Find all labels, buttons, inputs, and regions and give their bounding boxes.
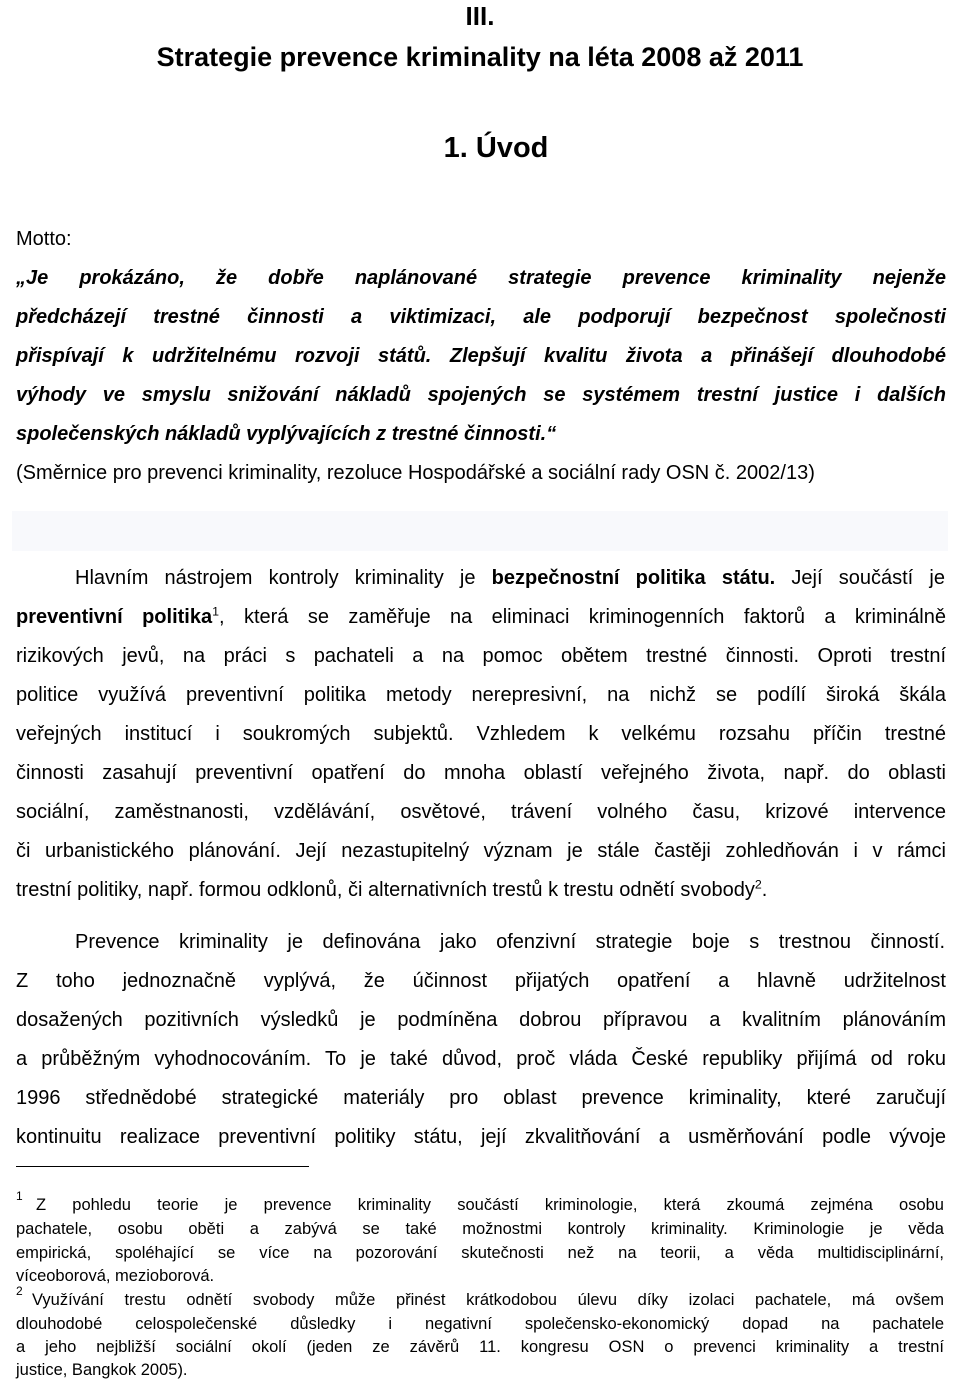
chapter-number: III.	[465, 1, 495, 31]
paragraph-line: či urbanistického plánování. Její nezastupitelný význam je stále častěji zohledňován i v rámci	[16, 840, 946, 862]
paragraph-line	[16, 877, 946, 903]
motto-quote-line: společenských nákladů vyplývajících z trestné činnosti.“	[16, 423, 557, 445]
footnote-line: dlouhodobé celospolečenské důsledky i negativní společensko-ekonomický dopad na pachatele	[16, 1315, 944, 1333]
text-run: trestní politiky, např. formou odklonů, či alternativních trestů k trestu odnětí svobody	[16, 879, 755, 901]
motto-source: (Směrnice pro prevenci kriminality, rezoluce Hospodářské a sociální rady OSN č. 2002/13)	[16, 462, 815, 484]
paragraph-line: dosažených pozitivních výsledků je podmíněna dobrou přípravou a kvalitním plánováním	[16, 1009, 946, 1031]
footnote-marker: 2	[16, 1284, 23, 1298]
paragraph-line: Prevence kriminality je definována jako ofenzivní strategie boje s trestnou činností.	[75, 931, 945, 953]
text-run: Hlavním nástrojem kontroly kriminality je	[75, 567, 492, 589]
paragraph-line	[75, 565, 945, 591]
footnote-separator	[16, 1166, 309, 1167]
page-title: Strategie prevence kriminality na léta 2008 až 2011	[156, 42, 804, 72]
highlight-band	[12, 511, 948, 551]
text-run: , která se zaměřuje na eliminaci kriminogenních faktorů a kriminálně	[219, 606, 947, 628]
motto-label: Motto:	[16, 228, 72, 250]
paragraph-line: rizikových jevů, na práci s pachateli a na pomoc obětem trestné činnosti. Oproti trestní	[16, 645, 946, 667]
motto-quote-line: přispívají k udržitelnému rozvoji států. Zlepšují kvalitu života a přinášejí dlouhodobé	[16, 345, 946, 367]
text-run: Její součástí je	[775, 567, 945, 589]
paragraph-line: činnosti zasahují preventivní opatření do mnoha oblastí veřejného života, např. do oblasti	[16, 762, 946, 784]
footnote-line: Využívání trestu odnětí svobody může přinést krátkodobou úlevu díky izolaci pachatele, má ovšem	[32, 1291, 944, 1309]
emphasis-preventivni-politika: preventivní politika	[16, 606, 213, 628]
paragraph-line: Z toho jednoznačně vyplývá, že účinnost přijatých opatření a hlavně udržitelnost	[16, 970, 946, 992]
paragraph-line: politice využívá preventivní politika metody nerepresivní, na nichž se podílí široká škála	[16, 684, 946, 706]
paragraph-line: kontinuitu realizace preventivní politiky státu, její zkvalitňování a usměrňování podle vývoje	[16, 1126, 946, 1148]
text-run: .	[761, 879, 768, 901]
paragraph-line: a průběžným vyhodnocováním. To je také důvod, proč vláda České republiky přijímá od roku	[16, 1048, 946, 1070]
footnote-line: a jeho nejbližší sociální okolí (jeden ze závěrů 11. kongresu OSN o prevenci kriminality a trestní	[16, 1338, 944, 1356]
section-heading: 1. Úvod	[443, 132, 549, 164]
footnote-marker: 1	[16, 1189, 23, 1203]
footnote-line: víceoborová, mezioborová.	[16, 1267, 215, 1285]
paragraph-line	[16, 604, 946, 630]
footnote-line: empirická, spoléhající se více na pozorování skutečnosti než na teorii, a věda multidisciplinární,	[16, 1244, 944, 1262]
footnote-ref: 1	[212, 604, 220, 619]
motto-quote-line: předcházejí trestné činnosti a viktimizaci, ale podporují bezpečnost společnosti	[16, 306, 946, 328]
motto-quote-line: výhody ve smyslu snižování nákladů spojených se systémem trestní justice i dalších	[16, 384, 946, 406]
paragraph-line: 1996 střednědobé strategické materiály pro oblast prevence kriminality, které zaručují	[16, 1087, 946, 1109]
footnote-line: pachatele, osobu oběti a zabývá se také možnostmi kontroly kriminality. Kriminologie je věda	[16, 1220, 944, 1238]
emphasis-bezpecnostni-politika: bezpečnostní politika státu.	[491, 567, 776, 589]
footnote-line: Z pohledu teorie je prevence kriminality součástí kriminologie, která zkoumá zejména osobu	[36, 1196, 944, 1214]
footnote-ref: 2	[754, 877, 762, 892]
footnote-line: justice, Bangkok 2005).	[16, 1361, 188, 1379]
motto-quote-line: „Je prokázáno, že dobře naplánované strategie prevence kriminality nejenže	[16, 267, 946, 289]
paragraph-line: sociální, zaměstnanosti, vzdělávání, osvětové, trávení volného času, krizové intervence	[16, 801, 946, 823]
paragraph-line: veřejných institucí i soukromých subjektů. Vzhledem k velkému rozsahu příčin trestné	[16, 723, 946, 745]
